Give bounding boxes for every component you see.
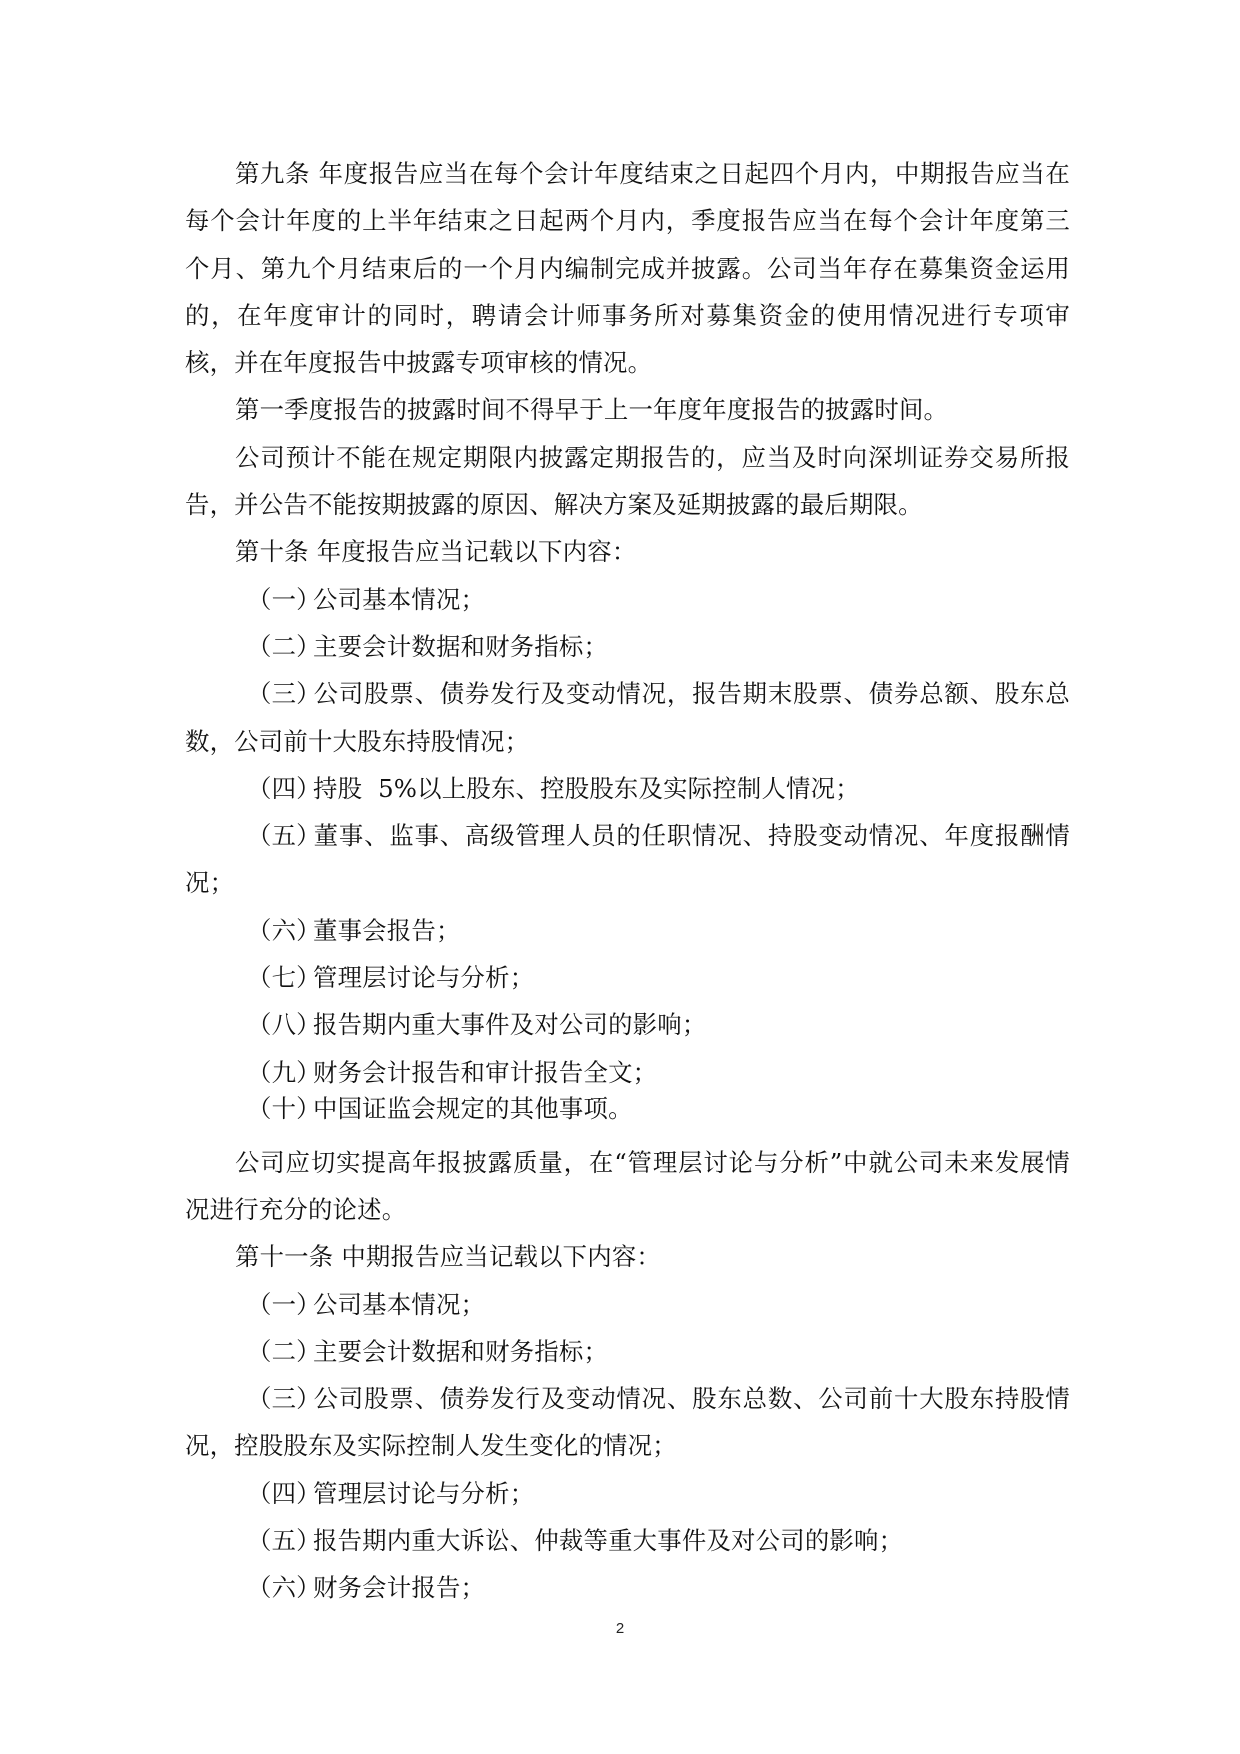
list-item-number: （五） — [247, 1526, 321, 1556]
annual-quality-paragraph: 公司应切实提高年报披露质量，在“管理层讨论与分析”中就公司未来发展情况进行充分的论述。 — [185, 1147, 1070, 1224]
list-item — [185, 623, 1070, 670]
list-item — [185, 954, 1070, 1001]
list-item — [185, 1375, 1070, 1470]
list-item-number: （四） — [247, 773, 321, 803]
list-item-text: 公司基本情况； — [313, 1289, 486, 1319]
list-item — [185, 812, 1070, 907]
document-body — [185, 150, 1070, 1612]
list-item-number: （四） — [247, 1478, 321, 1508]
list-item — [185, 1055, 1070, 1091]
list-item — [185, 1281, 1070, 1328]
article-11-heading: 第十一条 中期报告应当记载以下内容： — [235, 1242, 661, 1272]
list-item — [185, 907, 1070, 954]
list-item-number: （八） — [247, 1010, 321, 1040]
list-item-number: （一） — [247, 1289, 321, 1319]
list-item — [185, 576, 1070, 623]
article-10-heading: 第十条 年度报告应当记载以下内容： — [235, 537, 637, 567]
list-item-text: 主要会计数据和财务指标； — [313, 1336, 609, 1366]
list-item — [185, 765, 1070, 812]
list-item-number: （三） — [247, 679, 321, 709]
list-item-number: （二） — [247, 1336, 321, 1366]
list-item — [185, 1564, 1070, 1611]
list-item — [185, 670, 1070, 765]
list-item-number: （二） — [247, 631, 321, 661]
list-item-text: 董事会报告； — [313, 915, 461, 945]
list-item-text: 中国证监会规定的其他事项。 — [313, 1093, 633, 1123]
list-item — [185, 1091, 1070, 1127]
list-item-text: 报告期内重大事件及对公司的影响； — [313, 1010, 707, 1040]
list-item-number: （十） — [247, 1093, 321, 1123]
list-item-number: （七） — [247, 963, 321, 993]
list-item-text: 主要会计数据和财务指标； — [313, 631, 609, 661]
list-item-text: 公司基本情况； — [313, 584, 486, 614]
delay-disclosure-paragraph: 公司预计不能在规定期限内披露定期报告的，应当及时向深圳证券交易所报告，并公告不能按期披露的原因、解决方案及延期披露的最后期限。 — [185, 442, 1070, 520]
list-item-text: 管理层讨论与分析； — [313, 963, 535, 993]
list-item — [185, 1517, 1070, 1564]
page-number: 2 — [615, 1620, 625, 1637]
list-item-number: （六） — [247, 915, 321, 945]
article-9-paragraph: 第九条 年度报告应当在每个会计年度结束之日起四个月内，中期报告应当在每个会计年度的上半年结束之日起两个月内，季度报告应当在每个会计年度第三个月、第九个月结束后的一个月内编制完成并披露。公司当年存在募集资金运用的，在年度审计的同时，聘请会计师事务所对募集资金的使用情况进行专项审核，并在年度报告中披露专项审核的情况。 — [185, 159, 1070, 378]
list-item-text: 财务会计报告和审计报告全文； — [313, 1057, 658, 1087]
list-item-text: 持股 5%以上股东、控股股东及实际控制人情况； — [313, 773, 860, 803]
list-item-text: 财务会计报告； — [313, 1573, 486, 1603]
list-item-text: 董事、监事、高级管理人员的任职情况、持股变动情况、年度报酬情况； — [185, 821, 1070, 898]
list-item — [185, 1001, 1070, 1048]
list-item-text: 公司股票、债券发行及变动情况、股东总数、公司前十大股东持股情况，控股股东及实际控制人发生变化的情况； — [185, 1384, 1070, 1461]
list-item-text: 管理层讨论与分析； — [313, 1478, 535, 1508]
annual-report-items-list — [185, 576, 1070, 1127]
list-item-number: （一） — [247, 584, 321, 614]
interim-report-items-list — [185, 1281, 1070, 1612]
list-item — [185, 1470, 1070, 1517]
list-item-number: （三） — [247, 1384, 321, 1414]
list-item-number: （六） — [247, 1573, 321, 1603]
list-item-text: 报告期内重大诉讼、仲裁等重大事件及对公司的影响； — [313, 1526, 904, 1556]
list-item — [185, 1328, 1070, 1375]
list-item-number: （五） — [247, 821, 321, 851]
list-item-text: 公司股票、债券发行及变动情况，报告期末股票、债券总额、股东总数，公司前十大股东持股情况； — [185, 679, 1070, 756]
q1-disclosure-paragraph: 第一季度报告的披露时间不得早于上一年度年度报告的披露时间。 — [235, 395, 949, 425]
list-item-number: （九） — [247, 1057, 321, 1087]
